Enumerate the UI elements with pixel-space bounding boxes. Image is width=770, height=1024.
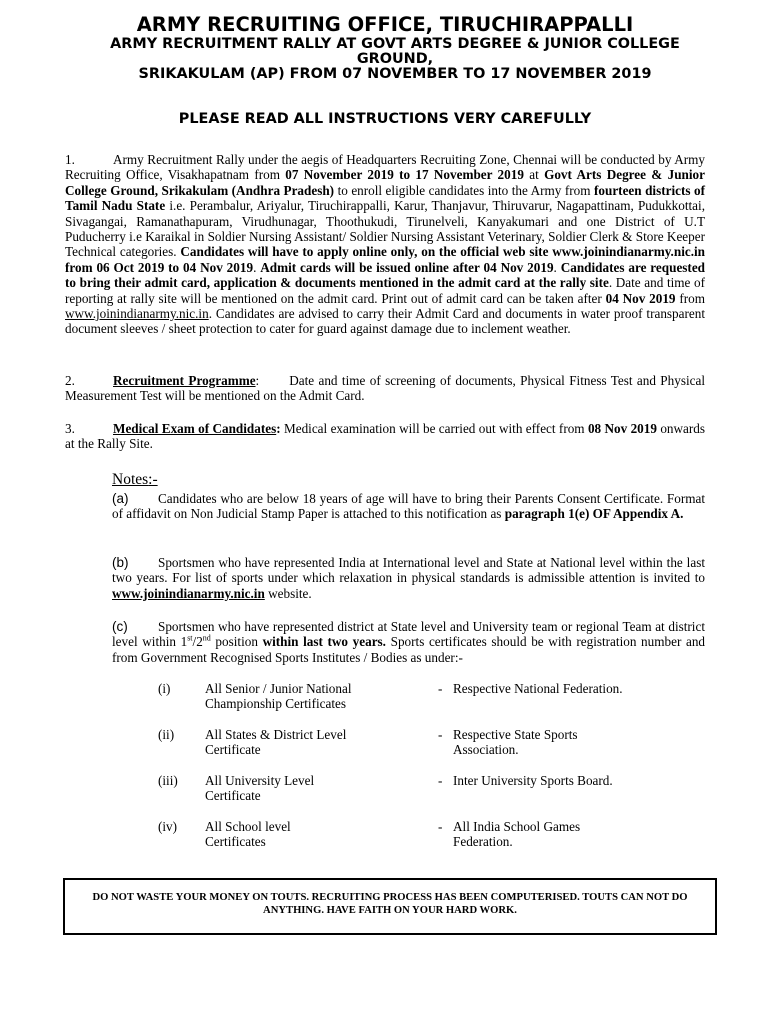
row-number: (iv) — [158, 819, 178, 834]
text: Army Recruitment Rally under the aegis of Headquarters Recruiting Zone, Chennai will be conducted by Army Recruiting Office, Visakhapatnam from — [65, 152, 705, 183]
text: : — [255, 373, 260, 388]
text: All University Level — [205, 773, 315, 788]
text: Championship Certificates — [205, 696, 347, 712]
paragraph-2 — [65, 373, 705, 404]
text: All Senior / Junior National — [205, 681, 352, 696]
time-limit: within last two years. — [262, 634, 386, 650]
note-label: (a) — [112, 491, 129, 506]
warning-box — [63, 878, 717, 935]
note-label: (c) — [112, 619, 128, 634]
notes-title: Notes — [112, 471, 149, 488]
text: to enroll eligible candidates into the Army from — [334, 182, 594, 198]
dash: - — [438, 773, 443, 788]
row-number: (iii) — [158, 773, 178, 788]
section-heading: Medical Exam of Candidates — [113, 421, 277, 436]
sports-row — [158, 681, 718, 715]
text: . Candidates are advised to carry their Admit Card and documents in water proof transparent document sleeves / sheet protection to cater for guard against damage due to inclement weather. — [65, 306, 705, 337]
text: Sportsmen who have represented India at International level and State at National level within the last two years. For list of sports under which relaxation in physical standards is admissible attention is invited to — [112, 555, 705, 586]
para-number: 3. — [65, 421, 75, 436]
text: Respective State Sports — [453, 727, 578, 742]
superscript: st — [187, 634, 193, 644]
website-link[interactable]: www.joinindianarmy.nic.in — [65, 306, 209, 322]
paragraph-3 — [65, 421, 705, 452]
rally-venue: Govt Arts Degree & Junior College Ground, Srikakulam (Andhra Pradesh) — [65, 167, 705, 198]
text: onwards at the Rally Site. — [65, 421, 706, 452]
text: . Date and time of reporting at rally site will be mentioned on the admit card. Print out of admit card can be taken after — [65, 275, 705, 306]
text: website. — [264, 585, 312, 601]
text: Inter University Sports Board. — [453, 773, 613, 788]
districts-count: fourteen districts of Tamil Nadu State — [65, 182, 705, 214]
sports-row — [158, 727, 718, 761]
admit-card-note: Admit cards will be issued online after 04 Nov 2019 — [260, 259, 554, 275]
text: from — [675, 290, 705, 306]
text: . — [553, 259, 561, 275]
page-title: ARMY RECRUITING OFFICE, TIRUCHIRAPPALLI — [136, 13, 634, 36]
note-c — [112, 619, 705, 665]
text: Sports certificates should be with registration number and from Government Recognised Sports Institutes / Bodies as under:- — [112, 634, 706, 665]
appendix-ref: paragraph 1(e) OF Appendix A. — [504, 506, 684, 522]
section-heading: Recruitment Programme — [113, 373, 256, 388]
text: /2 — [192, 634, 203, 650]
text: All States & District Level — [205, 727, 347, 742]
note-b — [112, 555, 705, 601]
warning-line-1: DO NOT WASTE YOUR MONEY ON TOUTS. RECRUITING PROCESS HAS BEEN COMPUTERISED. TOUTS CAN NOT DO — [92, 892, 688, 903]
subtitle-line-3: SRIKAKULAM (AP) FROM 07 NOVEMBER TO 17 NOVEMBER 2019 — [138, 66, 652, 82]
sports-row — [158, 773, 718, 807]
text: position — [210, 634, 263, 650]
text: Medical examination will be carried out with effect from — [280, 421, 588, 436]
text: Certificate — [205, 742, 261, 758]
dash: - — [438, 681, 443, 696]
text: Candidates who are below 18 years of age will have to bring their Parents Consent Certificate. Format of affidavit on Non Judicial Stamp Paper is attached to this notification as — [112, 491, 705, 522]
body-cell — [453, 681, 653, 696]
text: :- — [148, 471, 158, 488]
text: at — [523, 167, 545, 183]
text: Federation. — [453, 834, 513, 850]
certificate-cell — [205, 773, 405, 804]
text: Date and time of screening of documents, Physical Fitness Test and Physical Measurement Test will be mentioned on the Admit Card. — [65, 373, 705, 404]
certificate-cell — [205, 681, 405, 712]
row-number: (ii) — [158, 727, 175, 742]
subtitle-line-2: GROUND, — [356, 51, 434, 67]
para-number: 2. — [65, 373, 75, 388]
text: All India School Games — [453, 819, 581, 834]
certificate-cell — [205, 727, 405, 758]
text: All School level — [205, 819, 291, 834]
dash: - — [438, 727, 443, 742]
dash: - — [438, 819, 443, 834]
rally-dates: 07 November 2019 to 17 November 2019 — [285, 167, 524, 183]
subtitle-line-1: ARMY RECRUITMENT RALLY AT GOVT ARTS DEGREE & JUNIOR COLLEGE — [110, 36, 680, 52]
text: Certificates — [205, 834, 266, 850]
website-link[interactable]: www.joinindianarmy.nic.in — [112, 585, 265, 601]
text: Certificate — [205, 788, 261, 804]
superscript: nd — [202, 634, 211, 644]
text: . — [253, 259, 261, 275]
note-label: (b) — [112, 555, 129, 570]
page-subtitle — [60, 37, 730, 82]
text: i.e. Perambalur, Ariyalur, Tiruchirappalli, Karur, Thanjavur, Thiruvarur, Nagapattinam, Pudukkottai, Sivagangai, Ramanathapuram, Virudhunagar, Thoothukudi, Tirunelveli, Kanyakumari and one District of U.T Puducherry i.e Karaikal in Soldier Nursing Assistant/ Soldier Nursing Assistant Veterinary, Soldier Clerk & Store Keeper Technical categories. — [65, 198, 705, 260]
text: Sportsmen who have represented district at State level and University team or regional Team at district level within 1 — [112, 619, 705, 650]
warning-line-2: ANYTHING. HAVE FAITH ON YOUR HARD WORK. — [263, 905, 517, 916]
sports-row — [158, 819, 718, 853]
apply-online-note: Candidates will have to apply online only, on the official web site www.joinindianarmy.nic.in from 06 Oct 2019 to 04 Nov 2019 — [65, 244, 706, 275]
print-date: 04 Nov 2019 — [605, 290, 676, 306]
medical-date: 08 Nov 2019 — [587, 421, 657, 436]
text: Association. — [453, 742, 519, 758]
row-number: (i) — [158, 681, 171, 696]
paragraph-1 — [65, 152, 705, 337]
para-number: 1. — [65, 152, 75, 167]
instructions-heading: PLEASE READ ALL INSTRUCTIONS VERY CAREFULLY — [178, 111, 592, 127]
note-a — [112, 491, 705, 522]
text: Respective National Federation. — [453, 681, 623, 696]
body-cell — [453, 819, 653, 850]
body-cell — [453, 773, 653, 788]
bring-documents-note: Candidates are requested to bring their admit card, application & documents mentioned in the admit card at the rally site — [65, 259, 706, 291]
body-cell — [453, 727, 653, 758]
notes-heading — [112, 471, 158, 489]
certificate-cell — [205, 819, 405, 850]
text: : — [276, 421, 281, 436]
